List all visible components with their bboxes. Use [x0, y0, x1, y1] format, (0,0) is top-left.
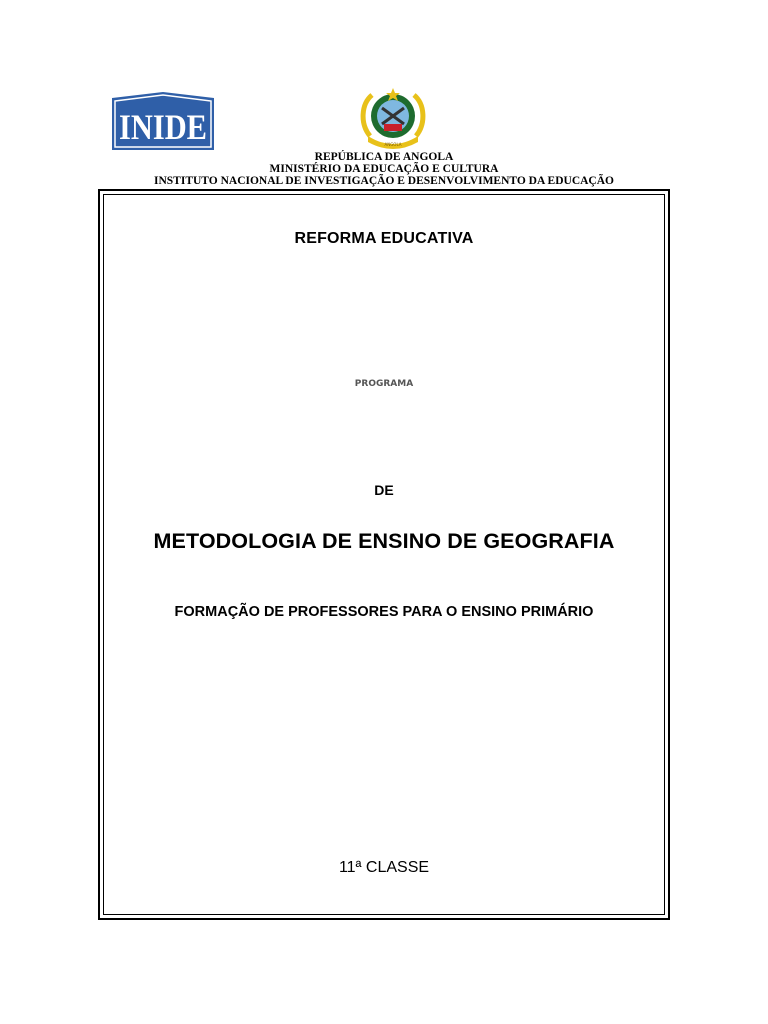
- header-ministry: MINISTÉRIO DA EDUCAÇÃO E CULTURA: [269, 163, 499, 175]
- cover-frame-inner: [103, 194, 665, 915]
- header-republic: REPÚBLICA DE ANGOLA: [314, 151, 454, 163]
- inide-logo-text: INIDE: [119, 107, 207, 147]
- grade-label: 11ª CLASSE: [338, 859, 430, 876]
- institution-header: [0, 151, 768, 187]
- inide-logo: [112, 92, 214, 150]
- emblem-left-branch: [363, 95, 372, 136]
- emblem-book: [384, 124, 402, 131]
- document-subtitle: FORMAÇÃO DE PROFESSORES PARA O ENSINO PRIMÁRIO: [174, 604, 594, 620]
- angola-coat-of-arms-icon: [358, 86, 428, 152]
- connector-text: DE: [374, 482, 394, 498]
- emblem-right-branch: [414, 95, 423, 136]
- cover-frame: [98, 189, 670, 920]
- emblem-ribbon-text: ANGOLA: [384, 142, 402, 147]
- document-title: METODOLOGIA DE ENSINO DE GEOGRAFIA: [153, 529, 615, 553]
- header-institute: INSTITUTO NACIONAL DE INVESTIGAÇÃO E DESENVOLVIMENTO DA EDUCAÇÃO: [154, 175, 614, 187]
- program-label: PROGRAMA: [354, 379, 414, 389]
- reform-heading: REFORMA EDUCATIVA: [294, 230, 474, 247]
